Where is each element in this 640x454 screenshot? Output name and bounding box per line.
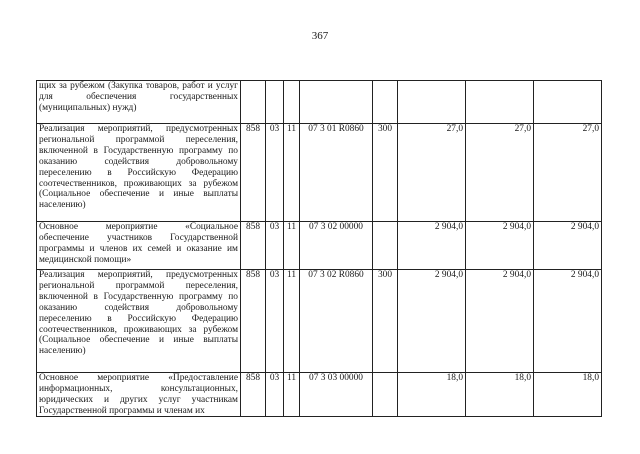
row-subsection: 11 — [284, 222, 300, 270]
row-expense-type: 300 — [373, 124, 398, 222]
row-expense-type — [373, 81, 398, 124]
table-row — [37, 270, 602, 373]
row-name-text: Основное мероприятие «Предоставление информационных, консультационных, юридических и других услуг участникам Государственной программы и членам их — [39, 373, 238, 416]
row-amount-1: 18,0 — [398, 373, 466, 417]
row-subsection: 11 — [284, 270, 300, 373]
row-amount-2: 2 904,0 — [466, 270, 534, 373]
row-admin-code — [241, 81, 266, 124]
table-row — [37, 222, 602, 270]
row-name: щих за рубежом (Закупка товаров, работ и услуг для обеспечения государственных (муниципальных) нужд) — [37, 81, 241, 124]
row-amount-1: 27,0 — [398, 124, 466, 222]
row-name — [37, 373, 241, 417]
row-section: 03 — [266, 270, 284, 373]
row-admin-code: 858 — [241, 373, 266, 417]
row-target-article — [300, 81, 373, 124]
row-admin-code: 858 — [241, 270, 266, 373]
row-amount-1: 2 904,0 — [398, 270, 466, 373]
row-expense-type: 300 — [373, 270, 398, 373]
row-amount-3 — [534, 81, 602, 124]
row-admin-code: 858 — [241, 222, 266, 270]
row-amount-1: 2 904,0 — [398, 222, 466, 270]
budget-table — [36, 80, 602, 417]
page-number: 367 — [311, 30, 329, 42]
row-target-article: 07 3 02 R0860 — [300, 270, 373, 373]
row-admin-code: 858 — [241, 124, 266, 222]
row-amount-2: 27,0 — [466, 124, 534, 222]
row-amount-3: 27,0 — [534, 124, 602, 222]
row-amount-2: 18,0 — [466, 373, 534, 417]
row-expense-type — [373, 222, 398, 270]
row-amount-3: 2 904,0 — [534, 270, 602, 373]
table-row — [37, 124, 602, 222]
row-subsection — [284, 81, 300, 124]
table-row — [37, 373, 602, 417]
row-section — [266, 81, 284, 124]
row-section: 03 — [266, 124, 284, 222]
row-amount-3: 2 904,0 — [534, 222, 602, 270]
row-subsection: 11 — [284, 373, 300, 417]
row-amount-1 — [398, 81, 466, 124]
row-name: Реализация мероприятий, предусмотренных региональной программой переселения, включенной в Государственную программу по оказанию содействия добровольному переселению в Российскую Федерацию соотечественников, проживающих за рубежом (Социальное обеспечение и иные выплаты населению) — [37, 124, 241, 222]
row-section: 03 — [266, 373, 284, 417]
row-amount-3: 18,0 — [534, 373, 602, 417]
row-amount-2: 2 904,0 — [466, 222, 534, 270]
row-name: Основное мероприятие «Социальное обеспечение участников Государственной программы и членов их семей и оказание им медицинской помощи» — [37, 222, 241, 270]
table-row — [37, 81, 602, 124]
row-expense-type — [373, 373, 398, 417]
row-target-article: 07 3 01 R0860 — [300, 124, 373, 222]
row-amount-2 — [466, 81, 534, 124]
row-target-article: 07 3 02 00000 — [300, 222, 373, 270]
row-name: Реализация мероприятий, предусмотренных региональной программой переселения, включенной в Государственную программу по оказанию содействия добровольному переселению в Российскую Федерацию соотечественников, проживающих за рубежом (Социальное обеспечение и иные выплаты населению) — [37, 270, 241, 373]
row-section: 03 — [266, 222, 284, 270]
row-target-article: 07 3 03 00000 — [300, 373, 373, 417]
row-subsection: 11 — [284, 124, 300, 222]
